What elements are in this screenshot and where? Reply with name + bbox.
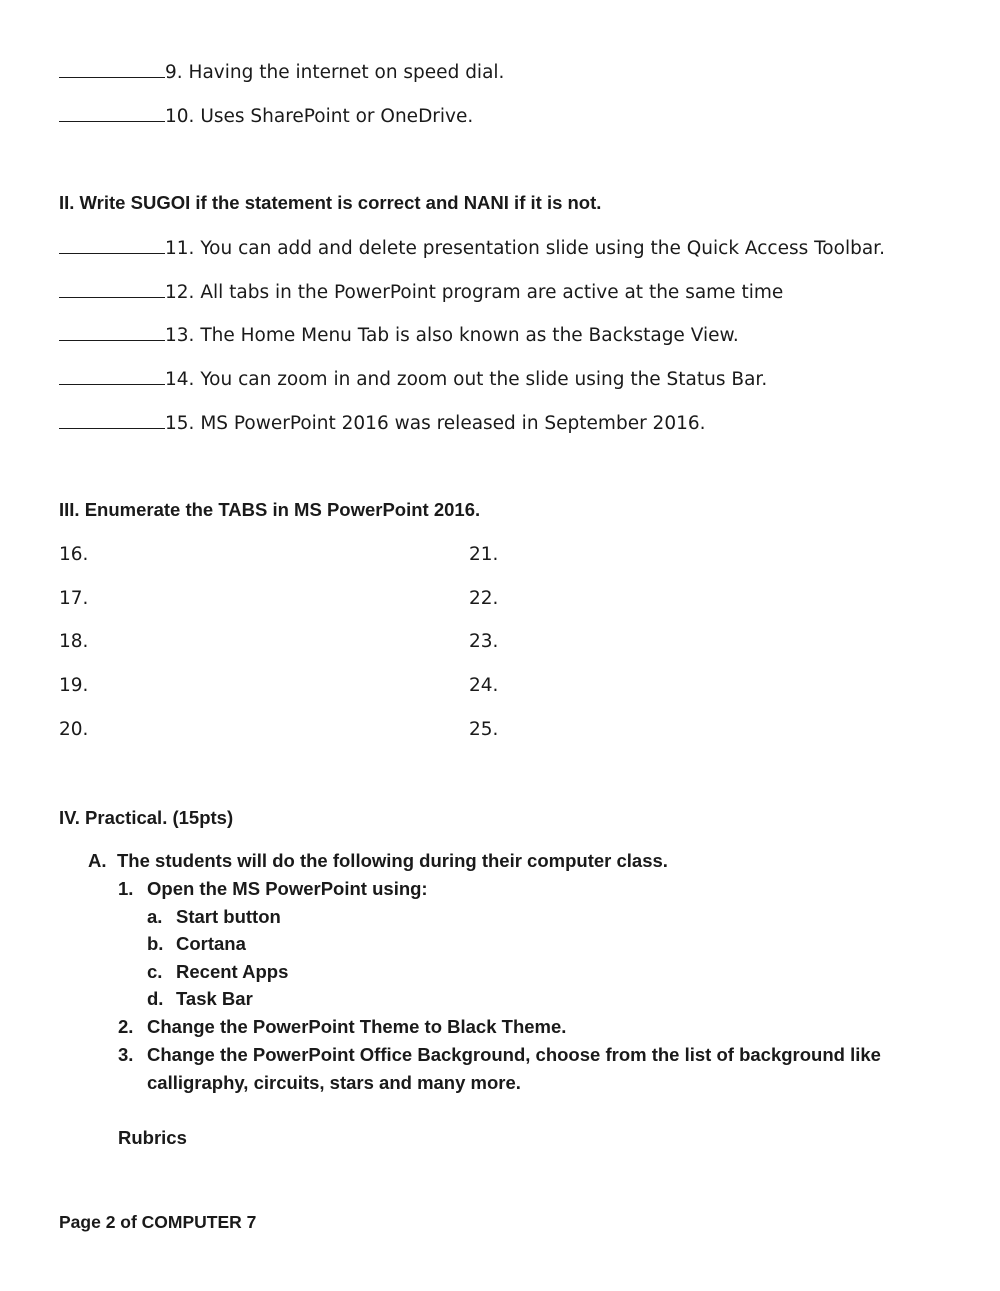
answer-blank[interactable] <box>59 367 165 385</box>
rubrics-heading: Rubrics <box>118 1127 187 1148</box>
list-marker: 1. <box>118 878 134 899</box>
question-number: 15. <box>165 413 195 434</box>
list-marker: c. <box>147 961 163 982</box>
step-2 <box>118 1015 566 1039</box>
page-footer: Page 2 of COMPUTER 7 <box>59 1212 257 1232</box>
question-text: MS PowerPoint 2016 was released in September 2016. <box>200 413 706 434</box>
list-marker: 3. <box>118 1044 134 1065</box>
item-text: Cortana <box>176 933 246 954</box>
question-14 <box>59 367 767 392</box>
question-9 <box>59 60 504 85</box>
question-13 <box>59 323 739 348</box>
question-text: You can add and delete presentation slide using the Quick Access Toolbar. <box>200 238 885 259</box>
section-4-heading: IV. Practical. (15pts) <box>59 807 234 828</box>
enum-number: 18. <box>59 631 89 652</box>
question-text: Uses SharePoint or OneDrive. <box>200 106 474 127</box>
item-text: Open the MS PowerPoint using: <box>147 878 428 899</box>
question-number: 10. <box>165 106 195 127</box>
item-text: Task Bar <box>176 988 253 1009</box>
question-text: You can zoom in and zoom out the slide using the Status Bar. <box>200 369 768 390</box>
sub-item-d <box>147 987 253 1011</box>
question-text: The Home Menu Tab is also known as the Backstage View. <box>200 325 739 346</box>
list-marker: b. <box>147 933 164 954</box>
question-number: 9. <box>165 62 183 83</box>
section-2-heading: II. Write SUGOI if the statement is correct and NANI if it is not. <box>59 192 602 213</box>
enum-number: 22. <box>469 588 499 609</box>
enum-number: 21. <box>469 544 499 565</box>
item-text: Change the PowerPoint Theme to Black Theme. <box>147 1016 567 1037</box>
question-number: 14. <box>165 369 195 390</box>
answer-blank[interactable] <box>59 280 165 298</box>
item-text: Start button <box>176 906 281 927</box>
question-text: Having the internet on speed dial. <box>188 62 505 83</box>
enum-number: 23. <box>469 631 499 652</box>
list-marker: d. <box>147 988 164 1009</box>
step-1 <box>118 877 428 901</box>
question-10 <box>59 104 473 129</box>
section-3-heading: III. Enumerate the TABS in MS PowerPoint 2016. <box>59 499 481 520</box>
list-marker: 2. <box>118 1016 134 1037</box>
enum-number: 19. <box>59 675 89 696</box>
enum-number: 17. <box>59 588 89 609</box>
list-marker: a. <box>147 906 163 927</box>
answer-blank[interactable] <box>59 104 165 122</box>
step-3-continued: calligraphy, circuits, stars and many more. <box>147 1072 521 1093</box>
question-11 <box>59 236 885 261</box>
question-number: 13. <box>165 325 195 346</box>
question-12 <box>59 280 783 305</box>
enum-number: 20. <box>59 719 89 740</box>
item-a <box>88 849 668 873</box>
enum-number: 25. <box>469 719 499 740</box>
list-marker: A. <box>88 850 107 871</box>
sub-item-c <box>147 960 288 984</box>
item-text: Recent Apps <box>176 961 289 982</box>
sub-item-a <box>147 905 281 929</box>
answer-blank[interactable] <box>59 236 165 254</box>
answer-blank[interactable] <box>59 411 165 429</box>
answer-blank[interactable] <box>59 323 165 341</box>
item-text: The students will do the following during their computer class. <box>117 850 668 871</box>
enum-number: 24. <box>469 675 499 696</box>
answer-blank[interactable] <box>59 60 165 78</box>
question-15 <box>59 411 706 436</box>
item-text: Change the PowerPoint Office Background, choose from the list of background like <box>147 1044 881 1065</box>
question-number: 11. <box>165 238 195 259</box>
sub-item-b <box>147 932 246 956</box>
question-text: All tabs in the PowerPoint program are active at the same time <box>200 282 784 303</box>
step-3 <box>118 1043 881 1067</box>
enum-number: 16. <box>59 544 89 565</box>
question-number: 12. <box>165 282 195 303</box>
